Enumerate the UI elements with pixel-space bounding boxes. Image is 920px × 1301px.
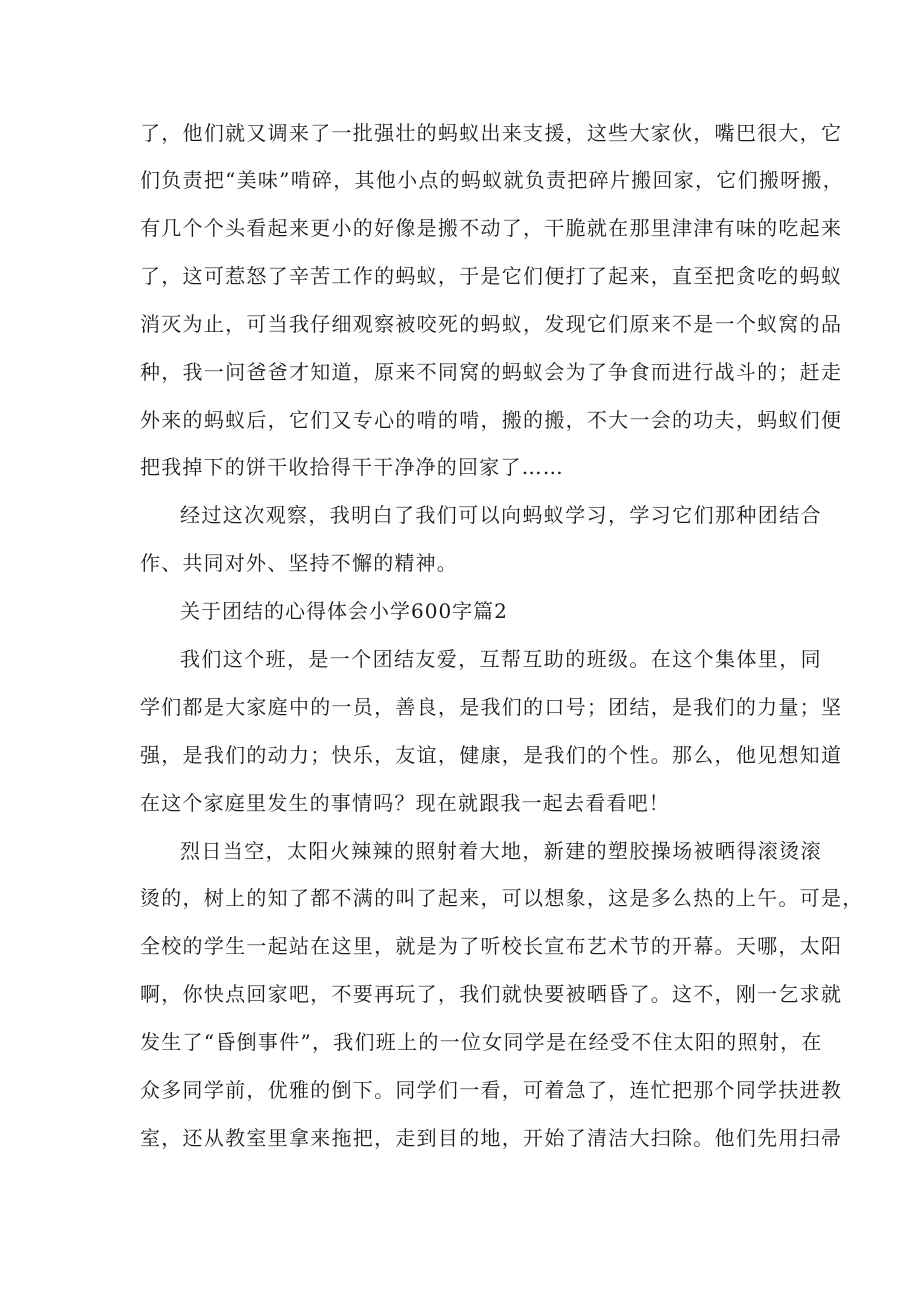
text-line: 了，他们就又调来了一批强壮的蚂蚁出来支援，这些大家伙，嘴巴很大，它: [140, 121, 843, 145]
text-line: 全校的学生一起站在这里，就是为了听校长宣布艺术节的开幕。天哪，太阳: [140, 934, 843, 958]
text-line: 种，我一问爸爸才知道，原来不同窝的蚂蚁会为了争食而进行战斗的；赶走: [140, 360, 843, 384]
section-heading: 关于团结的心得体会小学600字篇2: [180, 599, 508, 623]
paragraph-first-line: 我们这个班，是一个团结友爱，互帮互助的班级。在这个集体里，同: [180, 647, 822, 671]
text-line: 众多同学前，优雅的倒下。同学们一看，可着急了，连忙把那个同学扶进教: [140, 1078, 843, 1102]
text-line: 啊，你快点回家吧，不要再玩了，我们就快要被晒昏了。这不，刚一乞求就: [140, 982, 843, 1006]
text-line: 了，这可惹怒了辛苦工作的蚂蚁，于是它们便打了起来，直至把贪吃的蚂蚁: [140, 264, 843, 288]
text-line: 室，还从教室里拿来拖把，走到目的地，开始了清洁大扫除。他们先用扫帚: [140, 1126, 843, 1150]
text-line: 把我掉下的饼干收拾得干干净净的回家了……: [140, 455, 564, 479]
text-line: 作、共同对外、坚持不懈的精神。: [140, 551, 458, 575]
text-line: 烫的，树上的知了都不满的叫了起来，可以想象，这是多么热的上午。可是，: [140, 886, 864, 910]
paragraph-first-line: 经过这次观察，我明白了我们可以向蚂蚁学习，学习它们那种团结合: [180, 503, 822, 527]
text-line: 强，是我们的动力；快乐，友谊，健康，是我们的个性。那么，他见想知道: [140, 743, 843, 767]
text-line: 消灭为止，可当我仔细观察被咬死的蚂蚁，发现它们原来不是一个蚁窝的品: [140, 312, 843, 336]
text-line: 们负责把“美味”啃碎，其他小点的蚂蚁就负责把碎片搬回家，它们搬呀搬，: [140, 168, 844, 192]
text-line: 外来的蚂蚁后，它们又专心的啃的啃，搬的搬，不大一会的功夫，蚂蚁们便: [140, 408, 843, 432]
text-line: 发生了“昏倒事件”，我们班上的一位女同学是在经受不住太阳的照射，在: [140, 1030, 823, 1054]
text-line: 有几个个头看起来更小的好像是搬不动了，干脆就在那里津津有味的吃起来: [140, 216, 843, 240]
text-line: 学们都是大家庭中的一员，善良，是我们的口号；团结，是我们的力量；坚: [140, 695, 843, 719]
paragraph-first-line: 烈日当空，太阳火辣辣的照射着大地，新建的塑胶操场被晒得滚烫滚: [180, 839, 822, 863]
text-line: 在这个家庭里发生的事情吗？现在就跟我一起去看看吧！: [140, 791, 670, 815]
